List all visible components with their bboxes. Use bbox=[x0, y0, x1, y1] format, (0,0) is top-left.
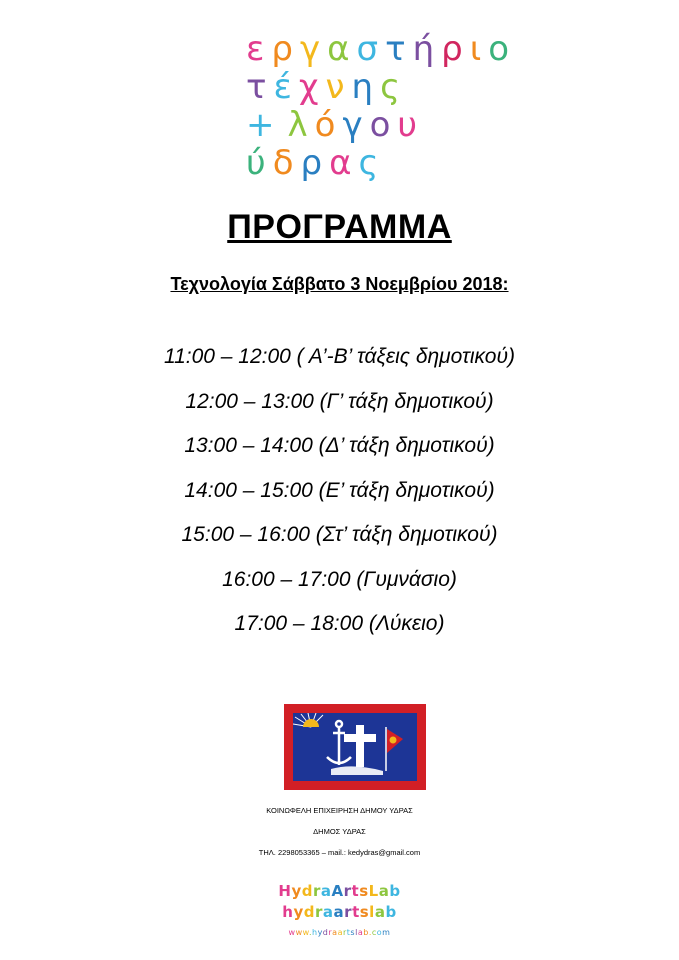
brand-url: www.hydraartslab.com bbox=[288, 928, 391, 937]
logo-line-4: ύδρας bbox=[246, 143, 386, 183]
schedule-row: 17:00 – 18:00 (Λύκειο) bbox=[234, 612, 445, 635]
logo bbox=[246, 29, 517, 183]
schedule-row: 11:00 – 12:00 ( Α’-Β’ τάξεις δημοτικού) bbox=[163, 345, 516, 368]
schedule-row: 15:00 – 16:00 (Στ’ τάξη δημοτικού) bbox=[181, 523, 498, 546]
brand-name: HydraArtsLab bbox=[278, 882, 401, 900]
footer-municipality: ΔΗΜΟΣ ΥΔΡΑΣ bbox=[313, 827, 366, 836]
hydra-flag-emblem bbox=[284, 704, 426, 790]
schedule-row: 13:00 – 14:00 (Δ’ τάξη δημοτικού) bbox=[184, 434, 495, 457]
schedule-row: 12:00 – 13:00 (Γ’ τάξη δημοτικού) bbox=[185, 389, 494, 413]
schedule-row: 14:00 – 15:00 (Ε’ τάξη δημοτικού) bbox=[184, 478, 495, 502]
footer-org: ΚΟΙΝΩΦΕΛΗ ΕΠΙΧΕΙΡΗΣΗ ΔΗΜΟΥ ΥΔΡΑΣ bbox=[266, 806, 413, 815]
flag-emblem-icon bbox=[293, 713, 417, 781]
footer-contact: ΤΗΛ. 2298053365 – mail.: kedydras@gmail.com bbox=[258, 848, 421, 857]
schedule-row: 16:00 – 17:00 (Γυμνάσιο) bbox=[222, 567, 457, 591]
page-title: ΠΡΟΓΡΑΜΜΑ bbox=[227, 208, 452, 246]
schedule-list bbox=[0, 342, 679, 654]
logo-line-1: εργαστήριο bbox=[246, 29, 517, 69]
flag-field bbox=[293, 713, 417, 781]
logo-line-3: + λόγου bbox=[246, 105, 425, 145]
brand-handle: hydraartslab bbox=[282, 903, 397, 921]
page-subtitle: Τεχνολογία Σάββατο 3 Νοεμβρίου 2018: bbox=[170, 274, 509, 294]
logo-line-2: τέχνης bbox=[246, 67, 408, 107]
